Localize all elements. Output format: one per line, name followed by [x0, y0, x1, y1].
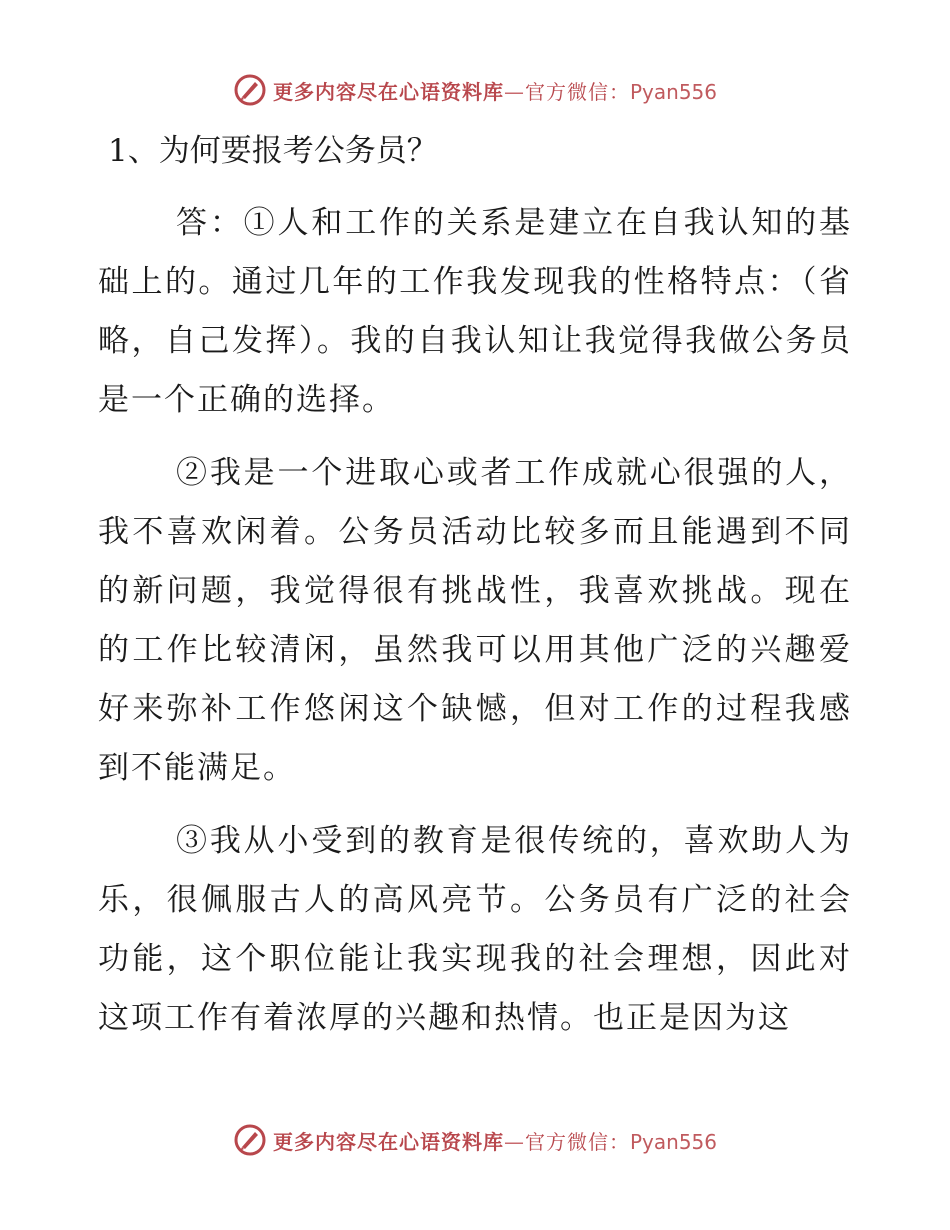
watermark-separator: —	[503, 79, 525, 104]
watermark-text	[273, 76, 717, 105]
header-watermark	[0, 70, 950, 110]
answer-paragraph-3: ③我从小受到的教育是很传统的，喜欢助人为乐，很佩服古人的高风亮节。公务员有广泛的社会功能，这个职位能让我实现我的社会理想，因此对这项工作有着浓厚的兴趣和热情。也正是因为这	[98, 823, 852, 1036]
footer-watermark	[0, 1120, 950, 1160]
watermark-id: Pyan556	[629, 79, 717, 104]
brand-logo-icon	[233, 1123, 267, 1157]
watermark-label: 官方微信：	[524, 79, 630, 104]
watermark-main: 更多内容尽在心语资料库	[272, 1129, 504, 1154]
brand-logo-icon	[233, 73, 267, 107]
watermark-label: 官方微信：	[524, 1129, 630, 1154]
watermark-separator: —	[503, 1129, 525, 1154]
watermark-main: 更多内容尽在心语资料库	[272, 79, 504, 104]
watermark-id: Pyan556	[629, 1129, 717, 1154]
answer-paragraph-1: 答：①人和工作的关系是建立在自我认知的基础上的。通过几年的工作我发现我的性格特点：（省略，自己发挥）。我的自我认知让我觉得我做公务员是一个正确的选择。	[98, 205, 852, 418]
document-body	[98, 122, 852, 1062]
answer-paragraph-2: ②我是一个进取心或者工作成就心很强的人，我不喜欢闲着。公务员活动比较多而且能遇到不同的新问题，我觉得很有挑战性，我喜欢挑战。现在的工作比较清闲，虽然我可以用其他广泛的兴趣爱好来弥补工作悠闲这个缺憾，但对工作的过程我感到不能满足。	[98, 455, 852, 786]
watermark-text	[273, 1126, 717, 1155]
question-heading: 1、为何要报考公务员？	[108, 133, 438, 169]
